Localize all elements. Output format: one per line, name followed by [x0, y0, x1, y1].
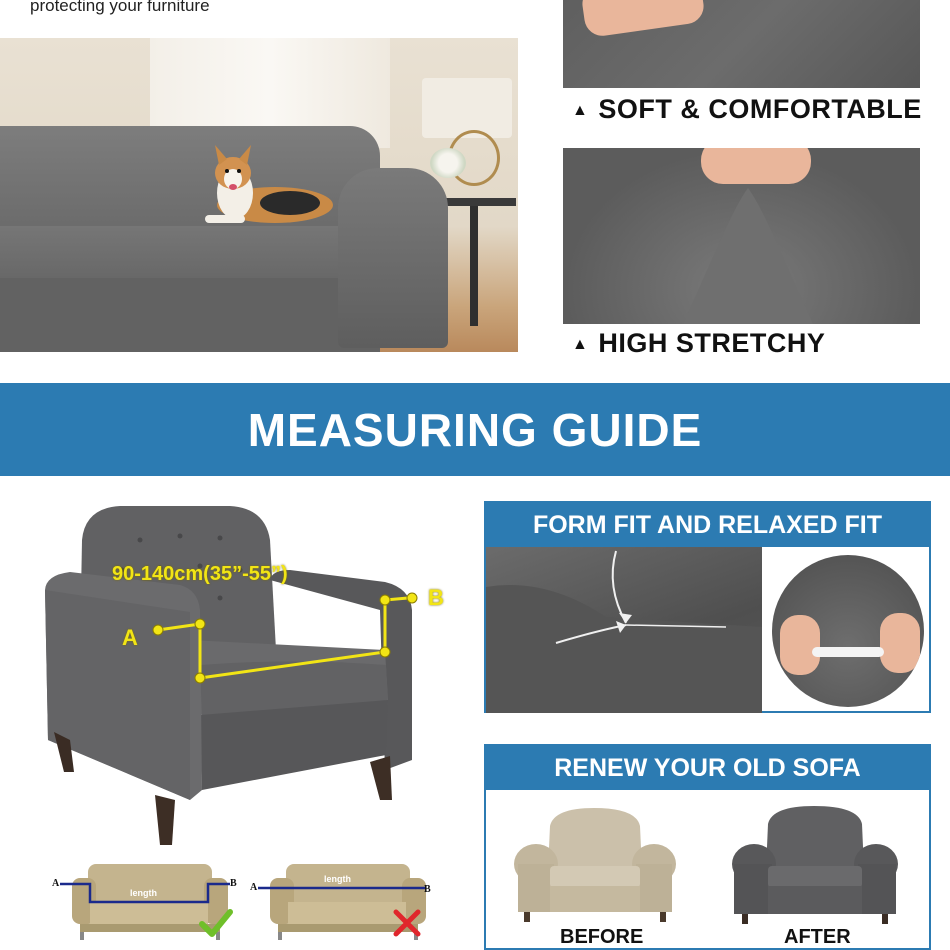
form-fit-title: FORM FIT AND RELAXED FIT — [486, 503, 929, 547]
before-armchair-image — [514, 806, 676, 922]
cross-icon — [392, 908, 422, 938]
feature-stretchy-label: HIGH STRETCHY — [598, 328, 826, 358]
form-fit-sofa-photo — [486, 547, 762, 713]
mini-length-label: length — [130, 888, 157, 898]
mini-b-label: B — [230, 878, 237, 889]
living-room-photo — [0, 38, 518, 352]
relaxed-fit-circle-photo — [772, 555, 924, 707]
check-icon — [198, 906, 234, 942]
measurement-dimension: 90-140cm(35”-55”) — [112, 563, 288, 585]
sofa-arm — [338, 168, 448, 348]
mini-length-label: length — [324, 874, 351, 884]
feature-soft-label: SOFT & COMFORTABLE — [598, 94, 922, 124]
stretchy-fabric-photo — [563, 148, 920, 324]
fabric-stretch-shape — [563, 148, 920, 324]
white-band — [812, 647, 884, 657]
triangle-up-icon: ▲ — [572, 335, 589, 353]
mini-b-label: B — [424, 884, 431, 895]
lamp-shade — [422, 78, 512, 138]
soft-fabric-photo — [563, 0, 920, 88]
point-b-label: B — [428, 585, 444, 610]
measuring-guide-banner — [0, 383, 950, 476]
banner-title: MEASURING GUIDE — [247, 403, 703, 456]
after-armchair-image — [732, 804, 898, 924]
feature-stretchy — [572, 328, 825, 359]
mini-a-label: A — [250, 882, 258, 893]
feature-soft — [572, 94, 922, 125]
sofa-seat — [0, 226, 380, 286]
point-a-label: A — [122, 625, 138, 650]
mini-a-label: A — [52, 878, 60, 889]
hand-image — [880, 613, 920, 673]
correct-measurement-diagram — [50, 862, 240, 942]
renew-title: RENEW YOUR OLD SOFA — [486, 746, 929, 790]
incorrect-measurement-diagram — [248, 862, 438, 942]
armchair-image — [40, 500, 460, 850]
corgi-dog-image — [195, 143, 335, 233]
renew-panel — [484, 744, 931, 950]
flower-vase — [430, 148, 466, 178]
hand-image — [780, 615, 820, 675]
tuck-in-arrows — [486, 547, 762, 713]
side-table — [440, 198, 516, 206]
top-caption: protecting your furniture — [30, 0, 210, 15]
form-fit-panel — [484, 501, 931, 713]
hand-image — [580, 0, 706, 38]
sofa-front — [0, 278, 380, 352]
after-label: AFTER — [784, 926, 851, 948]
before-label: BEFORE — [560, 926, 644, 948]
triangle-up-icon: ▲ — [572, 101, 589, 119]
side-table-leg — [470, 206, 478, 326]
